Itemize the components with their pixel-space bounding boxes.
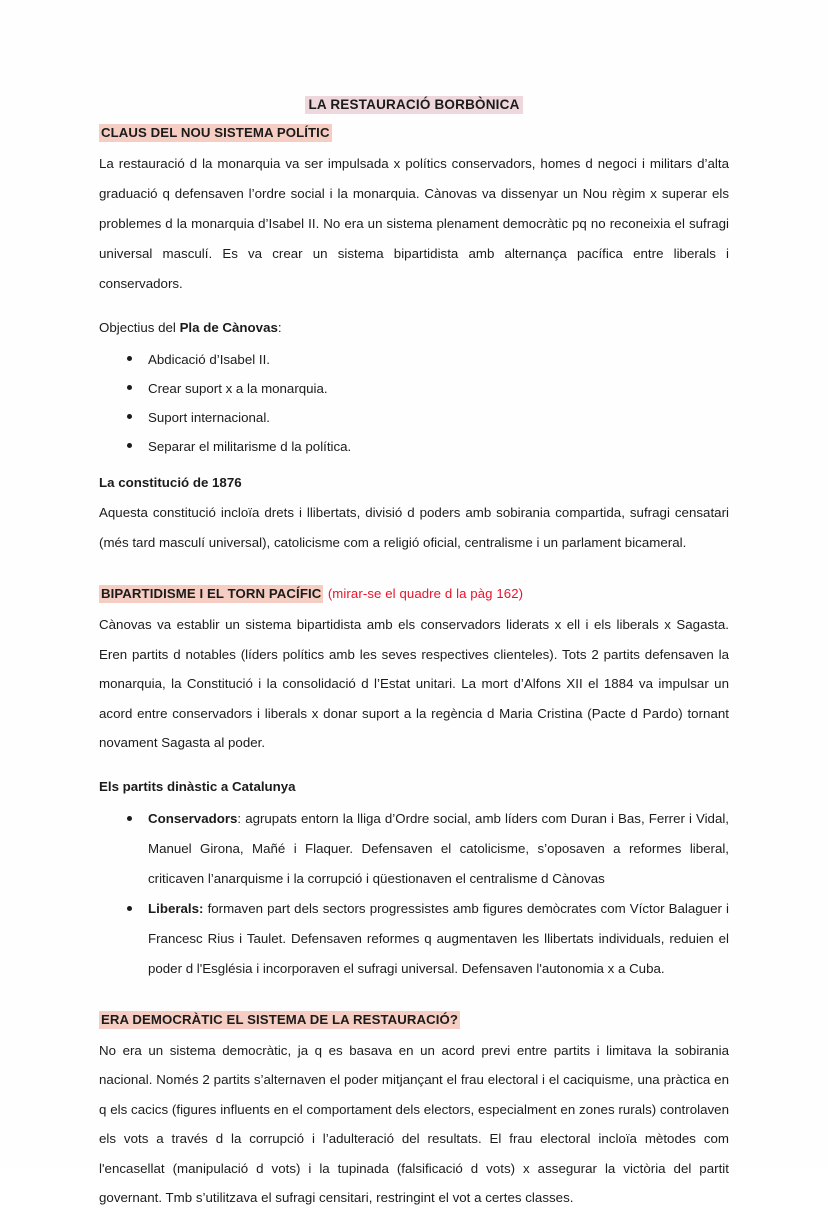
- bullet-dot-icon: [127, 356, 132, 361]
- section-heading-claus-text: CLAUS DEL NOU SISTEMA POLÍTIC: [101, 125, 330, 140]
- list-item-text: formaven part dels sectors progressistes amb figures demòcrates com Víctor Balaguer i Francesc Rius i Taulet. Defensaven reformes q augmentaven les llibertats individuals, reduien el poder d l'Església i incorporaven el sufragi universal. Defensaven l'autonomia x a Cuba.: [148, 900, 729, 976]
- section-heading-claus: [99, 123, 729, 142]
- list-item-label: Liberals:: [148, 900, 204, 916]
- list-item-separator: :: [237, 810, 246, 826]
- list-item: [99, 345, 729, 374]
- list-item: [99, 894, 729, 984]
- section-heading-constitucio: La constitució de 1876: [99, 475, 242, 490]
- spacer: [99, 558, 729, 584]
- document-title: [99, 95, 729, 115]
- list-item: [99, 804, 729, 894]
- bullet-dot-icon: [127, 414, 132, 419]
- section-heading-bipartidisme-text: BIPARTIDISME I EL TORN PACÍFIC: [101, 586, 322, 601]
- section-heading-era-democratic: [99, 1010, 729, 1029]
- list-item-text: Abdicació d’Isabel II.: [148, 352, 270, 367]
- objectius-intro-suffix: :: [277, 320, 282, 335]
- list-item-text: Suport internacional.: [148, 410, 270, 425]
- section-heading-era-democratic-text: ERA DEMOCRÀTIC EL SISTEMA DE LA RESTAURACIÓ?: [101, 1011, 459, 1027]
- list-item-text: agrupats entorn la lliga d’Ordre social, amb líders com Duran i Bas, Ferrer i Vidal, Manuel Girona, Mañé i Flaquer. Defensaven el catolicisme, s’oposaven a reformes liberal, criticaven l’anarquisme i la corrupció i qüestionaven el centralisme d Cànovas: [148, 810, 729, 886]
- objectius-intro: [99, 315, 729, 341]
- section-heading-bipartidisme: [99, 584, 729, 603]
- list-item-text: Crear suport x a la monarquia.: [148, 381, 328, 396]
- section-heading-partits-catalunya: Els partits dinàstic a Catalunya: [99, 778, 296, 794]
- objectius-list: [99, 345, 729, 461]
- bullet-dot-icon: [127, 906, 132, 911]
- document-title-text: LA RESTAURACIÓ BORBÒNICA: [305, 96, 522, 114]
- objectius-intro-bold: Pla de Cànovas: [179, 320, 278, 335]
- list-item-text: Separar el militarisme d la política.: [148, 439, 352, 454]
- paragraph-bipartidisme: Cànovas va establir un sistema bipartidista amb els conservadors liderats x ell i els liberals x Sagasta. Eren partits d notables (líders polítics amb les seves respectives clienteles). Tots 2 partits defensaven la monarquia, la Constitució i la consolidació d l’Estat unitari. La mort d’Alfons XII el 1884 va impulsar un acord entre conservadors i liberals x donar suport a la regència d Maria Cristina (Pacte d Pardo) tornant novament Sagasta al poder.: [99, 617, 729, 750]
- spacer: [99, 299, 729, 315]
- paragraph-claus: La restauració d la monarquia va ser impulsada x polítics conservadors, homes d negoci i militars d’alta graduació q defensaven l’ordre social i la monarquia. Cànovas va dissenyar un Nou règim x superar els problemes d la monarquia d’Isabel II. No era un sistema plenament democràtic pq no reconeixia el sufragi universal masculí. Es va crear un sistema bipartidista amb alternança pacífica entre liberals i conservadors.: [99, 156, 729, 291]
- list-item-label: Conservadors: [148, 810, 238, 826]
- bullet-dot-icon: [127, 443, 132, 448]
- spacer: [99, 758, 729, 774]
- spacer: [99, 984, 729, 1010]
- section-heading-bipartidisme-note: (mirar-se el quadre d la pàg 162): [327, 586, 524, 601]
- paragraph-era-democratic: No era un sistema democràtic, ja q es basava en un acord previ entre partits i limitava la sobirania nacional. Només 2 partits s’alternaven el poder mitjançant el frau electoral i el caciquisme, una pràctica en q els cacics (figures influents en el comportament dels electors, especialment en zones rurals) controlaven els vots a través d la corrupció i l’adulteració del resultats. El frau electoral incloïa mètodes com l'encasellat (manipulació d vots) i la tupinada (falsificació d vots) x assegurar la victòria del partit governant. Tmb s’utilitzava el sufragi censitari, restringint el vot a certes classes.: [99, 1042, 729, 1205]
- list-item: [99, 403, 729, 432]
- objectius-intro-prefix: Objectius del: [99, 320, 180, 335]
- bullet-dot-icon: [127, 385, 132, 390]
- bullet-dot-icon: [127, 816, 132, 821]
- paragraph-constitucio: Aquesta constitució incloïa drets i llibertats, divisió d poders amb sobirania compartida, sufragi censatari (més tard masculí universal), catolicisme com a religió oficial, centralisme i un parlament bicameral.: [99, 505, 729, 550]
- list-item: [99, 432, 729, 461]
- document-content: [99, 95, 729, 1213]
- partits-catalunya-list: [99, 804, 729, 984]
- list-item: [99, 374, 729, 403]
- spacer: [99, 461, 729, 470]
